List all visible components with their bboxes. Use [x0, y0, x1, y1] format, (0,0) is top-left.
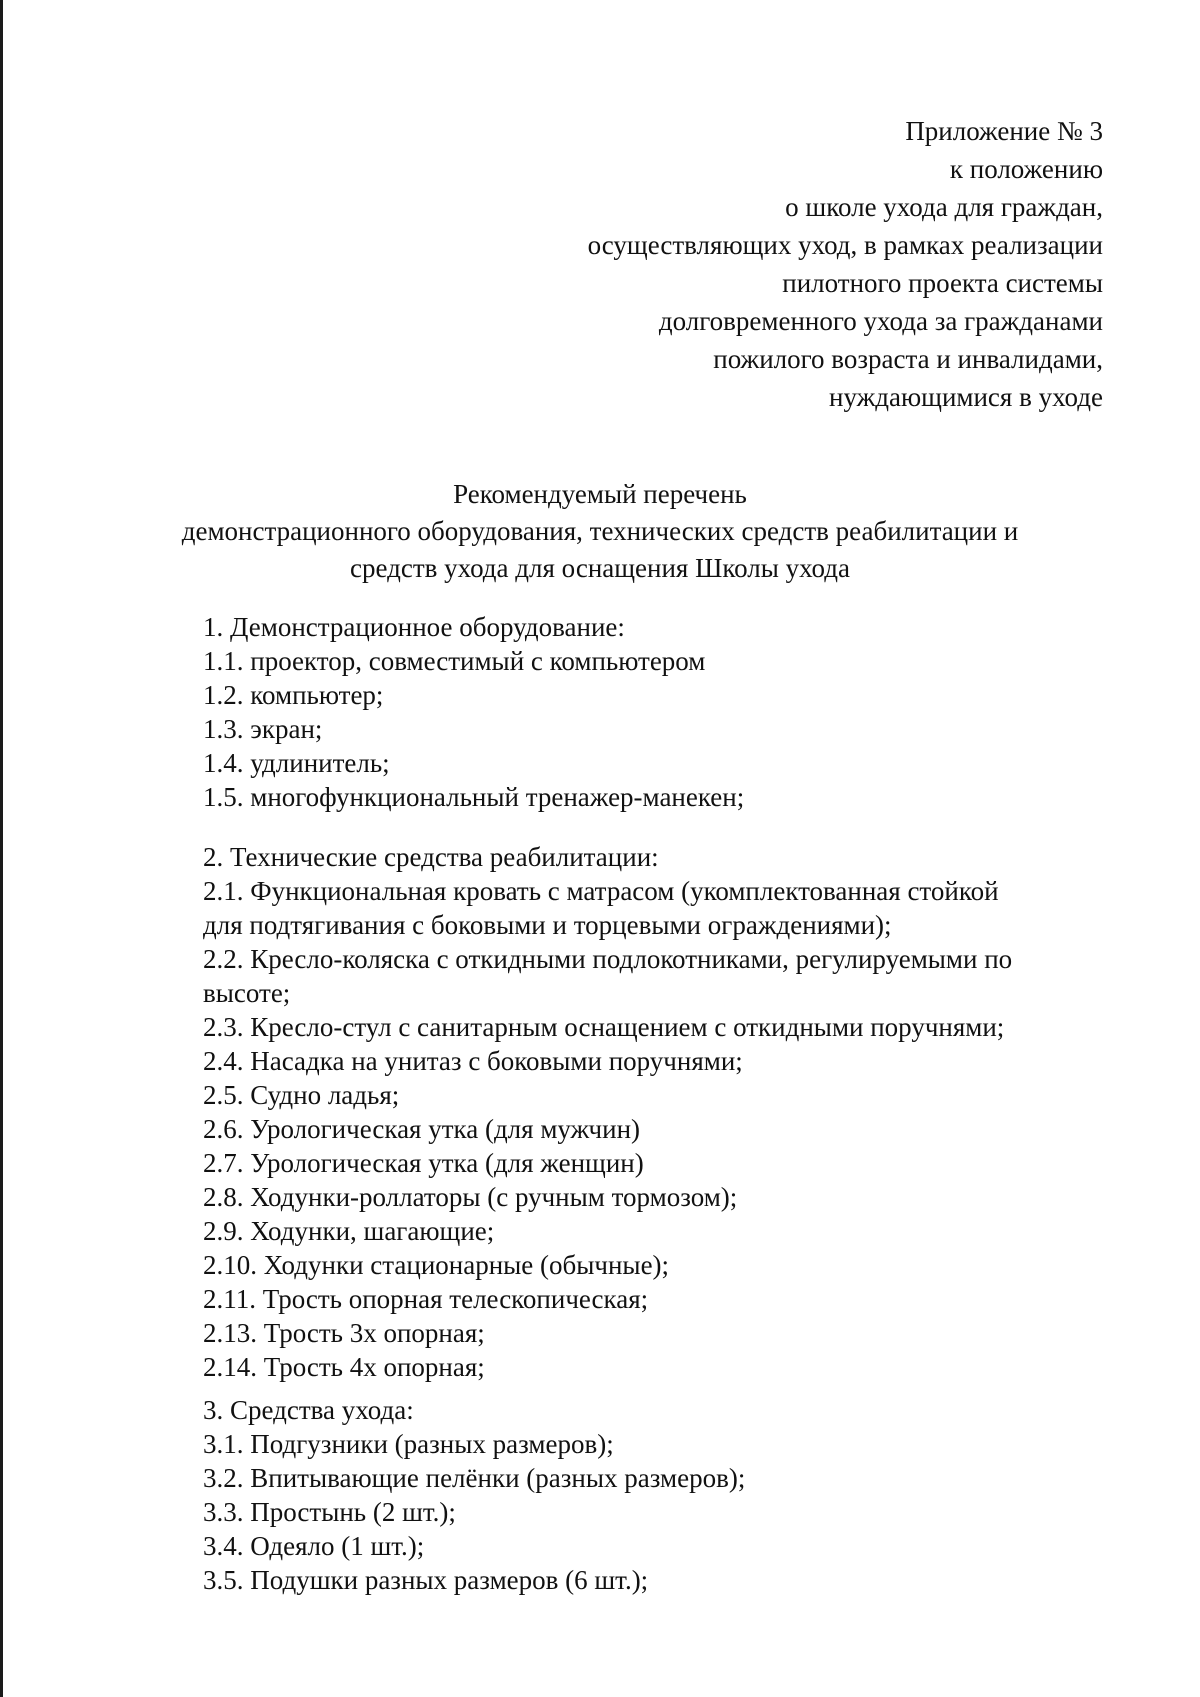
appendix-line: пожилого возраста и инвалидами,	[713, 344, 1103, 374]
section-care-means	[203, 1393, 1083, 1597]
list-item: 3.5. Подушки разных размеров (6 шт.);	[203, 1565, 649, 1595]
list-item-continuation: высоте;	[203, 978, 291, 1008]
list-item: 2.7. Урологическая утка (для женщин)	[203, 1148, 644, 1178]
list-item: 2.4. Насадка на унитаз с боковыми поручнями;	[203, 1046, 743, 1076]
list-item: 2.13. Трость 3х опорная;	[203, 1318, 485, 1348]
list-item: 2.5. Судно ладья;	[203, 1080, 400, 1110]
list-item: 2.1. Функциональная кровать с матрасом (укомплектованная стойкой	[203, 876, 999, 906]
section-rehab-means	[203, 840, 1083, 1384]
list-item: 1.4. удлинитель;	[203, 748, 390, 778]
section-heading: 2. Технические средства реабилитации:	[203, 842, 659, 872]
list-item: 2.9. Ходунки, шагающие;	[203, 1216, 495, 1246]
list-item: 2.10. Ходунки стационарные (обычные);	[203, 1250, 670, 1280]
list-item: 1.3. экран;	[203, 714, 323, 744]
appendix-header	[588, 112, 1103, 416]
list-item: 2.3. Кресло-стул с санитарным оснащением с откидными поручнями;	[203, 1012, 1005, 1042]
title-line: средств ухода для оснащения Школы ухода	[349, 553, 850, 583]
appendix-line: нуждающимися в уходе	[829, 382, 1103, 412]
list-item: 3.4. Одеяло (1 шт.);	[203, 1531, 425, 1561]
appendix-line: к положению	[949, 154, 1103, 184]
list-item: 2.6. Урологическая утка (для мужчин)	[203, 1114, 641, 1144]
list-item: 2.11. Трость опорная телескопическая;	[203, 1284, 649, 1314]
list-item: 3.3. Простынь (2 шт.);	[203, 1497, 456, 1527]
section-heading: 3. Средства ухода:	[203, 1395, 414, 1425]
list-item: 1.5. многофункциональный тренажер-манекен;	[203, 782, 745, 812]
list-item: 2.14. Трость 4х опорная;	[203, 1352, 485, 1382]
section-demo-equipment	[203, 610, 1083, 814]
list-item: 2.2. Кресло-коляска с откидными подлокотниками, регулируемыми по	[203, 944, 1013, 974]
appendix-line: долговременного ухода за гражданами	[658, 306, 1103, 336]
list-item: 3.1. Подгузники (разных размеров);	[203, 1429, 614, 1459]
scan-edge	[0, 0, 3, 1697]
appendix-line: осуществляющих уход, в рамках реализации	[587, 230, 1103, 260]
list-item-continuation: для подтягивания с боковыми и торцевыми ограждениями);	[203, 910, 892, 940]
list-item: 1.2. компьютер;	[203, 680, 384, 710]
appendix-line: пилотного проекта системы	[782, 268, 1103, 298]
appendix-line: Приложение № 3	[905, 116, 1103, 146]
list-item: 1.1. проектор, совместимый с компьютером	[203, 646, 706, 676]
appendix-line: о школе ухода для граждан,	[785, 192, 1103, 222]
list-item: 3.2. Впитывающие пелёнки (разных размеров);	[203, 1463, 746, 1493]
title-line: Рекомендуемый перечень	[453, 479, 747, 509]
section-heading: 1. Демонстрационное оборудование:	[203, 612, 625, 642]
title-line: демонстрационного оборудования, технических средств реабилитации и	[181, 516, 1019, 546]
list-item: 2.8. Ходунки-роллаторы (с ручным тормозом);	[203, 1182, 738, 1212]
document-title	[0, 476, 1200, 587]
